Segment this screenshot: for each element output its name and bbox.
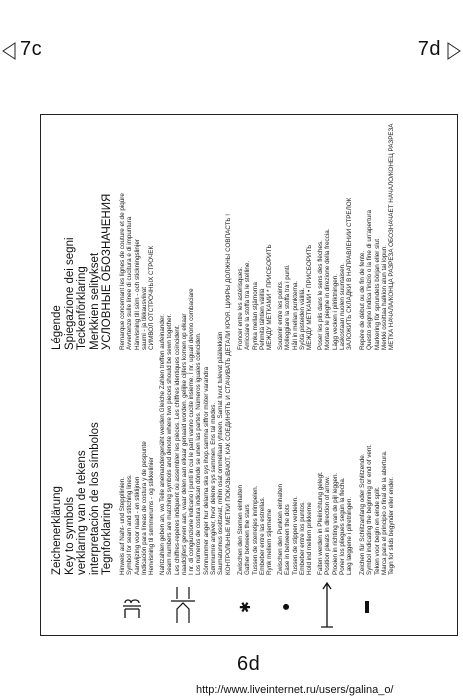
row-dots-col2: Zwischen den Punkten einhalten Ease in between the dots Tussen de stippen verdelen. Embeber entre los puntos. Hold ind mellem prikkerne [277,483,314,575]
legend-card [40,114,458,636]
row-dots-col3: Soutenir entre les points. Molleggiare la stoffa tra i punti. Håll in mellan punkterna. Syötä pisteiden välillä. МЕЖДУ МЕТКАМИ • ПРИСБОРИТЬ [277,244,314,350]
notch-icon [169,585,197,625]
heading-col3: Légende Spiegazione dei segni Teckenförklaring Merkkien selitykset УСЛОВНЫЕ ОБОЗНАЧЕНИЯ [51,193,113,350]
hanger-icon [121,591,143,621]
page-label-bottom: 6d [237,653,261,675]
footer-url[interactable]: http://www.liveinternet.ru/users/galina_o/ [196,684,394,696]
right-arrow-icon [447,42,461,60]
row-fold-col2: Falten werden in Pfeilrichtung gelegt. Position pleats in direction of arrow. Plooien in richting van de pijl leggen. Poner los pliegues según la flecha. Læg læggene i pilretningen. [317,471,354,575]
row-notch-text: Nahtzahlen geben an, wo Teile aneinandergenäht werden.Gleiche Zahlen treffen aufeinander. Seam numbers are matching symbols and denote where two pieces should be sewn together. Les chiffres-repères indiquent où assembler les pièces. Les chiffres identiques coïncident. naadcijfers geven aan, waar delen aan elkaar genaaid worden. gelijke cijfers komen op elkaar I nr. di congiunzione indicano i punti in cui le parti vanno cucite insieme. I nr. uguali devono combaciare Los números de costura indican dónde se unen las partes. Números iguales coinciden. Sömnummer anger hur delarna ska sys ihop.samma siffror möter varandra Sømnumre angiver, hvor delene sys sammen. Ens tal mødes. Saumatunnus osoittavat, mihin osat ommellaan yhteen. Samat luvut tulevat päällekkäin КОНТРОЛЬНЫЕ МЕТКИ ПОКАЗЫВАЮТ, КАК СОЕДИНЯТЬ И СТАЧИВАТЬ ДЕТАЛИ КРОЯ. ЦИФРЫ ДОЛЖНЫ СОВПАСТЬ ! [159,213,232,575]
legend-rotated [41,115,457,635]
row-star-col3: Froncer entre les astérisques. Arricciare la stoffa tra le stelline. Rynka mellan stjärnorna Pehmitä tähtien välillä МЕЖДУ МЕТКАМИ * ПРИСБОРИТЬ [237,244,274,350]
row-fold-col3: Poser les plis dans le sens des flèches. Montare le pieghe in direzione della freccia. Lägg vecken i pilriktningen. Laskostaan nuolen suuntaisen. ЗАЛОЖИТЬ СКЛАДКИ В НАПРАВЛЕНИИ СТРЕЛОК [317,197,354,350]
star-icon: ✱ [237,601,253,613]
dots-icon: ● [277,602,293,611]
row-star-col2: Zwischen den Sternen einhalten Gather between the stars Tussen de sterretjes inrimpelen. Embeber entre las estrellas. Rynk mellem stjernerne [237,485,274,575]
row-hanger-col3: Remarque concernant les lignes de couture et de piqûre Avvertenze sulle linee di cucitura e di impuntura Hänvisning till söm - och stickningslinjer saumi - ja tikkausviivat СИМВОЛ ОТСТРОЧНЫХ СТРОЧЕК [119,193,156,350]
heading-col2: Zeichenerklärung Key to symbols verklaring van de tekens interpretación de los símbolos Tegnforklaring [51,422,113,575]
row-slit-col3: Repère de début ou de fin de fente. Questo segno indica l'inizio o la fine di un'apertura Markering för sprundets början eller slut Merkki osoittaa halkion alun tai lopun. МЕТКА НАЧАЛА/КОНЦА РАЗРЕЗА ОБОЗНАЧАЕТ НАЧАЛО/КОНЕЦ РАЗРЕЗА [359,123,396,350]
page-label-top-right: 7d [417,38,441,60]
row-slit-col2: Zeichen für Schlitzanfang oder Schlitzende. Symbol indicating the beginning or end of vent. Teken voor begin en einde split. Marca para el principio o final de la abertura. Tegn for slids begynder eller ender. [359,444,396,575]
fold-arrow-icon [317,581,337,629]
page-label-top-left: 7c [20,38,43,60]
slit-mark-icon [365,601,369,613]
left-arrow-icon [2,42,16,60]
row-hanger-col2: Hinweis auf Naht- und Steppllinien. Symbol for seam and stitching lines. Aanwijzing voor naad - en stiklijnen Indicación para líneas de costura y de pespunte Henvisning til sømmerums - og stikkelinier [119,441,156,575]
